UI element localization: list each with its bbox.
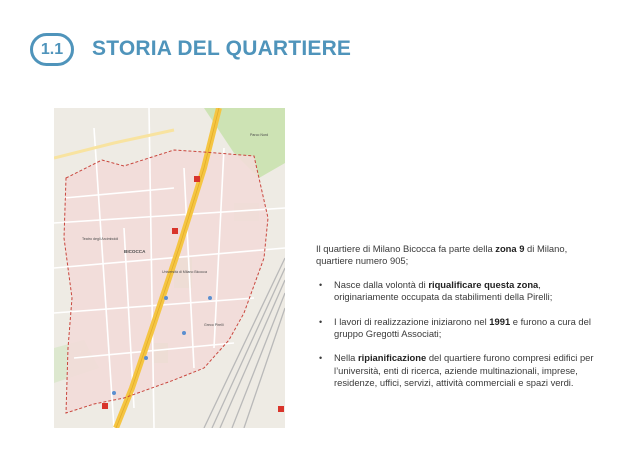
bullet-list [316,279,606,390]
list-item: • I lavori di realizzazione iniziarono nel 1991 e furono a cura del gruppo Gregotti Associati; [319,315,591,340]
page-title: STORIA DEL QUARTIERE [92,37,352,60]
intro-paragraph: Il quartiere di Milano Bicocca fa parte della zona 9 di Milano, quartiere numero 905; [316,243,568,267]
map-graphic [54,108,285,428]
district-map [54,108,285,428]
district-label: BICOCCA [124,249,146,254]
station-label: Greco Pirelli [204,323,224,327]
park-label: Parco Nord [250,133,269,137]
bullet-icon: • [319,279,323,290]
section-number-badge [30,33,74,66]
bullet-icon: • [319,353,323,364]
list-item: • Nella ripianificazione del quartiere furono compresi edifici per l’università, enti di ricerca, aziende multinazionali, imprese, residenze, uffici, servizi, attività commerciali e spazi verdi. [319,352,594,389]
university-label: Università di Milano Bicocca [162,270,207,274]
content-text [316,243,606,402]
bullet-icon: • [319,316,323,327]
section-number: 1.1 [40,40,64,58]
list-item: • Nasce dalla volontà di riqualificare questa zona, originariamente occupata da stabilimenti della Pirelli; [319,278,553,303]
theatre-label: Teatro degli Arcimboldi [82,237,119,241]
